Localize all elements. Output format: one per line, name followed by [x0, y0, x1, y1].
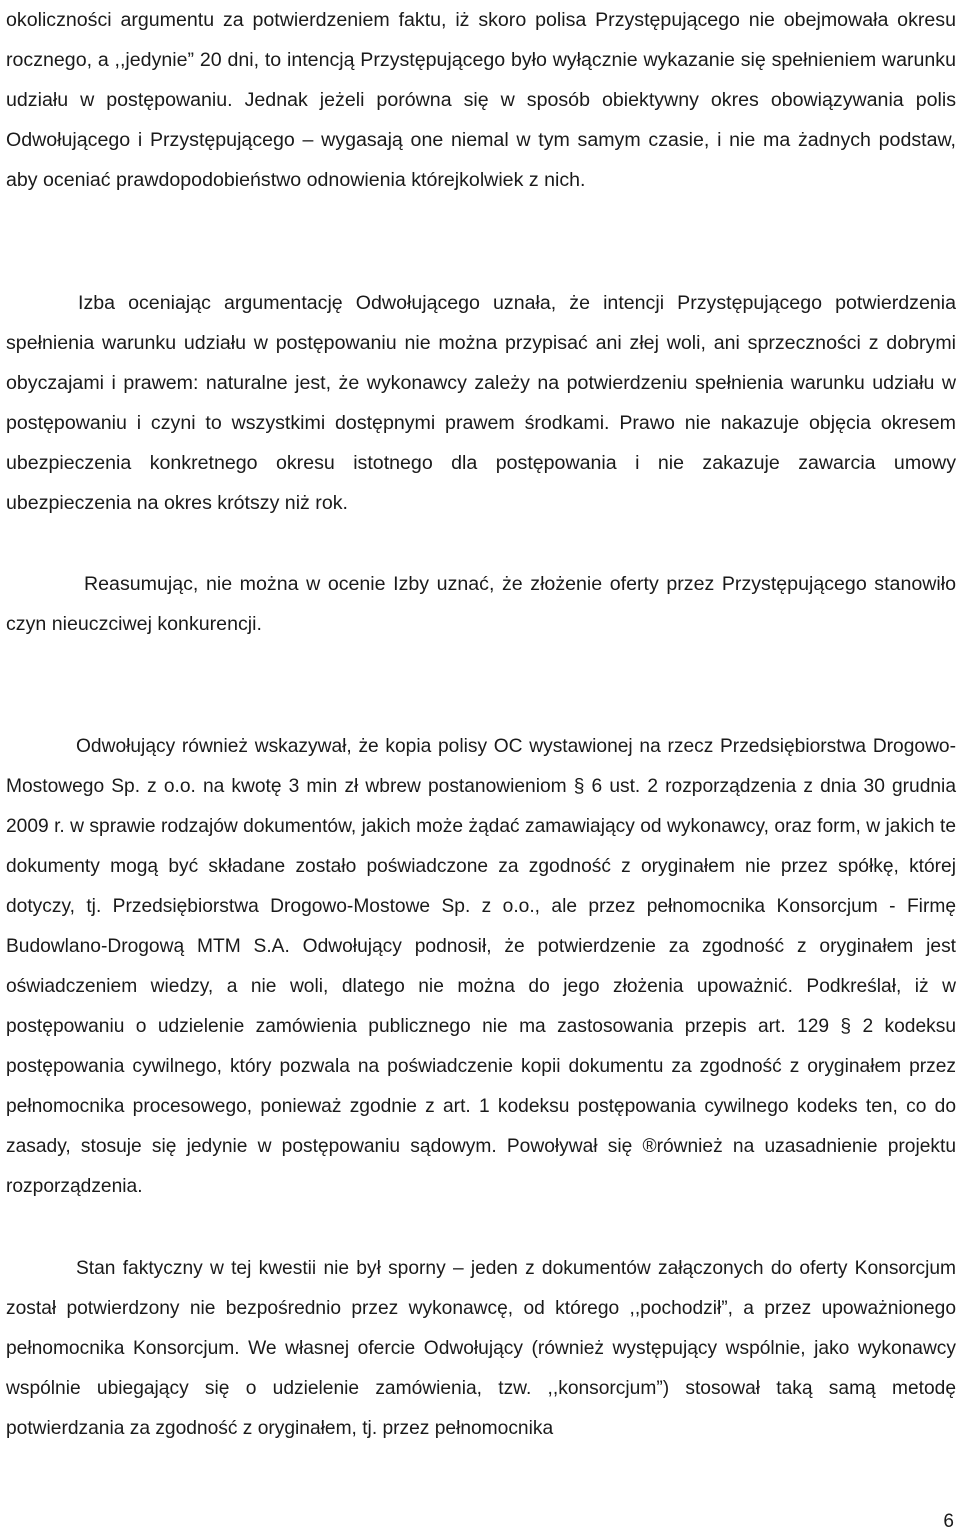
paragraph-summary	[6, 564, 956, 644]
paragraph-izba-assessment	[6, 283, 956, 523]
paragraph-text: Reasumując, nie można w ocenie Izby uznać, że złożenie oferty przez Przystępującego stanowiło czyn nieuczciwej konkurencji.	[6, 573, 956, 635]
paragraph-text: okoliczności argumentu za potwierdzeniem faktu, iż skoro polisa Przystępującego nie obejmowała okresu rocznego, a ,,jedynie” 20 dni, to intencją Przystępującego było wyłącznie wykazanie się spełnieniem warunku udziału w postępowaniu. Jednak jeżeli porówna się w sposób obiektywny okres obowiązywania polis Odwołującego i Przystępującego – wygasają one niemal w tym samym czasie, i nie ma żadnych podstaw, aby oceniać prawdopodobieństwo odnowienia którejkolwiek z nich.	[6, 9, 956, 191]
paragraph-text: Odwołujący również wskazywał, że kopia polisy OC wystawionej na rzecz Przedsiębiorstwa Drogowo-Mostowego Sp. z o.o. na kwotę 3 min zł wbrew postanowieniom § 6 ust. 2 rozporządzenia z dnia 30 grudnia 2009 r. w sprawie rodzajów dokumentów, jakich może żądać zamawiający od wykonawcy, oraz form, w jakich te dokumenty mogą być składane zostało poświadczone za zgodność z oryginałem nie przez spółkę, której dotyczy, tj. Przedsiębiorstwa Drogowo-Mostowe Sp. z o.o., ale przez pełnomocnika Konsorcjum - Firmę Budowlano-Drogową MTM S.A. Odwołujący podnosił, że potwierdzenie za zgodność z oryginałem jest oświadczeniem wiedzy, a nie woli, dlatego nie można do jego złożenia upoważnić. Podkreślał, iż w postępowaniu o udzielenie zamówienia publicznego nie ma zastosowania przepis art. 129 § 2 kodeksu postępowania cywilnego, który pozwala na poświadczenie kopii dokumentu za zgodność z oryginałem przez pełnomocnika procesowego, ponieważ zgodnie z art. 1 kodeksu postępowania cywilnego kodeks ten, co do zasady, stosuje się jedynie w postępowaniu sądowym. Powoływał się ®również na uzasadnienie projektu rozporządzenia.	[6, 736, 956, 1197]
page-number: 6	[943, 1511, 954, 1532]
paragraph-continued-polis-argument	[6, 0, 956, 200]
paragraph-text: Izba oceniając argumentację Odwołującego uznała, że intencji Przystępującego potwierdzenia spełnienia warunku udziału w postępowaniu nie można przypisać ani złej woli, ani sprzeczności z dobrymi obyczajami i prawem: naturalne jest, że wykonawcy zależy na potwierdzeniu spełnienia warunku udziału w postępowaniu i czyni to wszystkimi dostępnymi prawem środkami. Prawo nie nakazuje objęcia okresem ubezpieczenia konkretnego okresu istotnego dla postępowania i nie zakazuje zawarcia umowy ubezpieczenia na okres krótszy niż rok.	[6, 292, 956, 514]
paragraph-oc-policy-copy	[6, 727, 956, 1207]
paragraph-factual-state	[6, 1249, 956, 1449]
paragraph-text: Stan faktyczny w tej kwestii nie był sporny – jeden z dokumentów załączonych do oferty Konsorcjum został potwierdzony nie bezpośrednio przez wykonawcę, od którego ,,pochodził”, a przez upoważnionego pełnomocnika Konsorcjum. We własnej ofercie Odwołujący (również występujący wspólnie, jako wykonawcy wspólnie ubiegający się o udzielenie zamówienia, tzw. ,,konsorcjum”) stosował taką samą metodę potwierdzania za zgodność z oryginałem, tj. przez pełnomocnika	[6, 1258, 956, 1439]
